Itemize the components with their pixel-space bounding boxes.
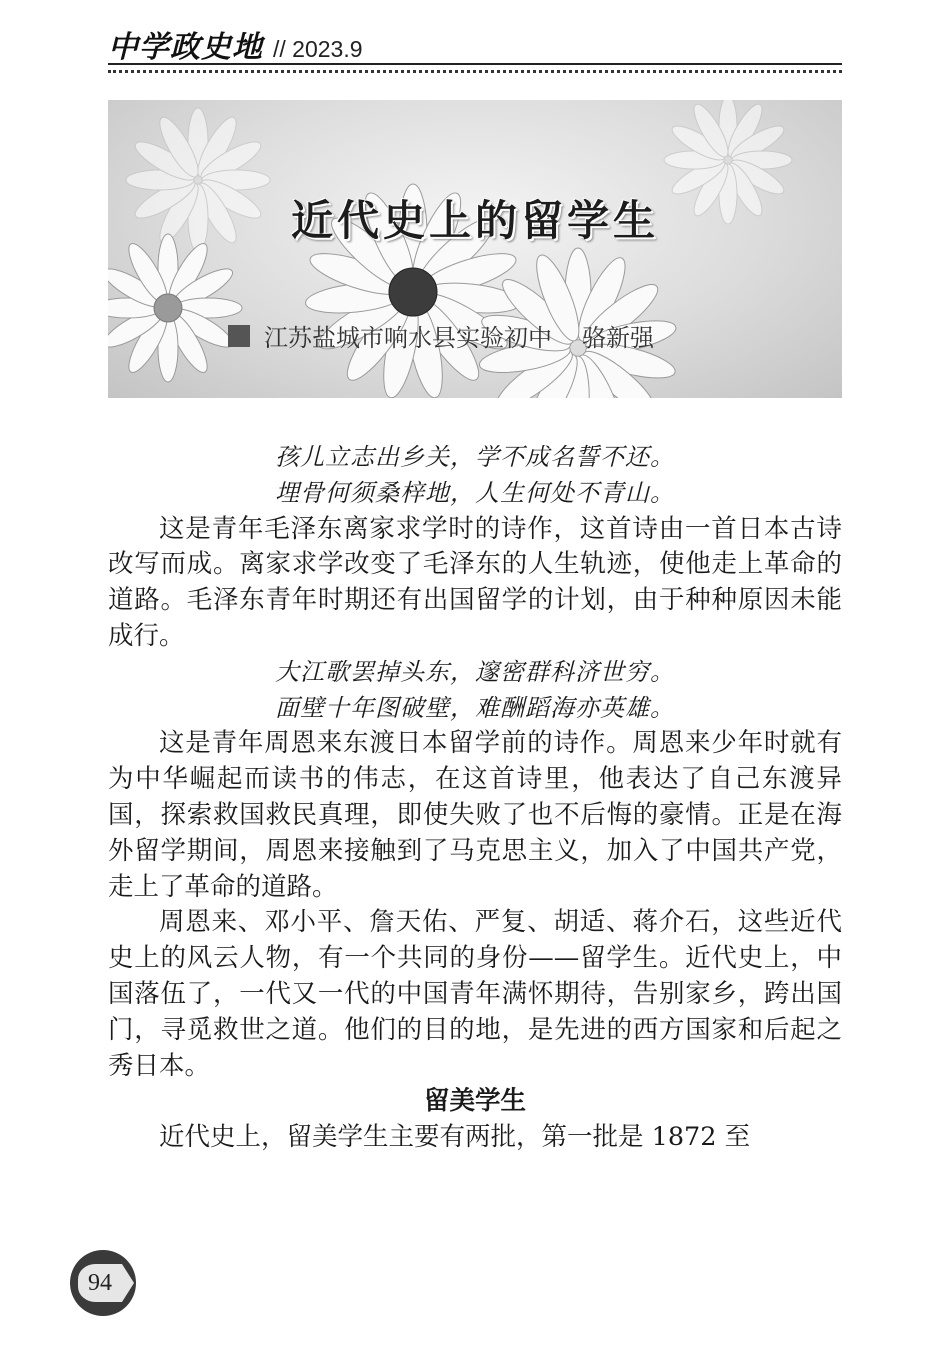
poem-line: 埋骨何须桑梓地，人生何处不青山。 (275, 478, 675, 507)
issue-label: // 2023.9 (273, 36, 363, 62)
square-bullet-icon (228, 325, 250, 347)
paragraph: 这是青年毛泽东离家求学时的诗作，这首诗由一首日本古诗改写而成。离家求学改变了毛泽东的人生轨迹，使他走上革命的道路。毛泽东青年时期还有出国留学的计划，由于种种原因未能成行。 (108, 513, 842, 651)
poem-line: 孩儿立志出乡关，学不成名誓不还。 (275, 443, 675, 471)
page-number-badge (70, 1250, 136, 1316)
header-rule (108, 63, 842, 65)
article-title: 近代史上的留学生 (290, 196, 659, 245)
article-body (108, 440, 842, 1156)
title-banner (108, 100, 842, 398)
paragraph: 近代史上，留美学生主要有两批，第一批是 1872 至 (159, 1122, 751, 1153)
header-dotted-rule (108, 70, 842, 73)
masthead (108, 22, 363, 66)
paragraph: 这是青年周恩来东渡日本留学前的诗作。周恩来少年时就有为中华崛起而读书的伟志，在这首诗里，他表达了自己东渡异国，探索救国救民真理，即使失败了也不后悔的豪情。正是在海外留学期间，周恩来接触到了马克思主义，加入了中国共产党，走上了革命的道路。 (108, 728, 842, 902)
poem-line: 面壁十年图破壁，难酬蹈海亦英雄。 (275, 693, 675, 722)
byline (228, 318, 654, 353)
arrow-right-icon (122, 1264, 134, 1302)
daisy-background-image (108, 100, 842, 398)
paragraph: 周恩来、邓小平、詹天佑、严复、胡适、蒋介石，这些近代史上的风云人物，有一个共同的身份——留学生。近代史上，中国落伍了，一代又一代的中国青年满怀期待，告别家乡，跨出国门，寻觅救世之道。他们的目的地，是先进的西方国家和后起之秀日本。 (108, 907, 842, 1081)
poem-line: 大江歌罢掉头东，邃密群科济世穷。 (275, 657, 675, 686)
author-name: 骆新强 (582, 324, 654, 352)
page-number: 94 (78, 1264, 122, 1302)
section-heading: 留美学生 (423, 1086, 526, 1117)
magazine-name: 中学政史地 (108, 30, 263, 65)
author-affiliation: 江苏盐城市响水县实验初中 (264, 324, 552, 352)
